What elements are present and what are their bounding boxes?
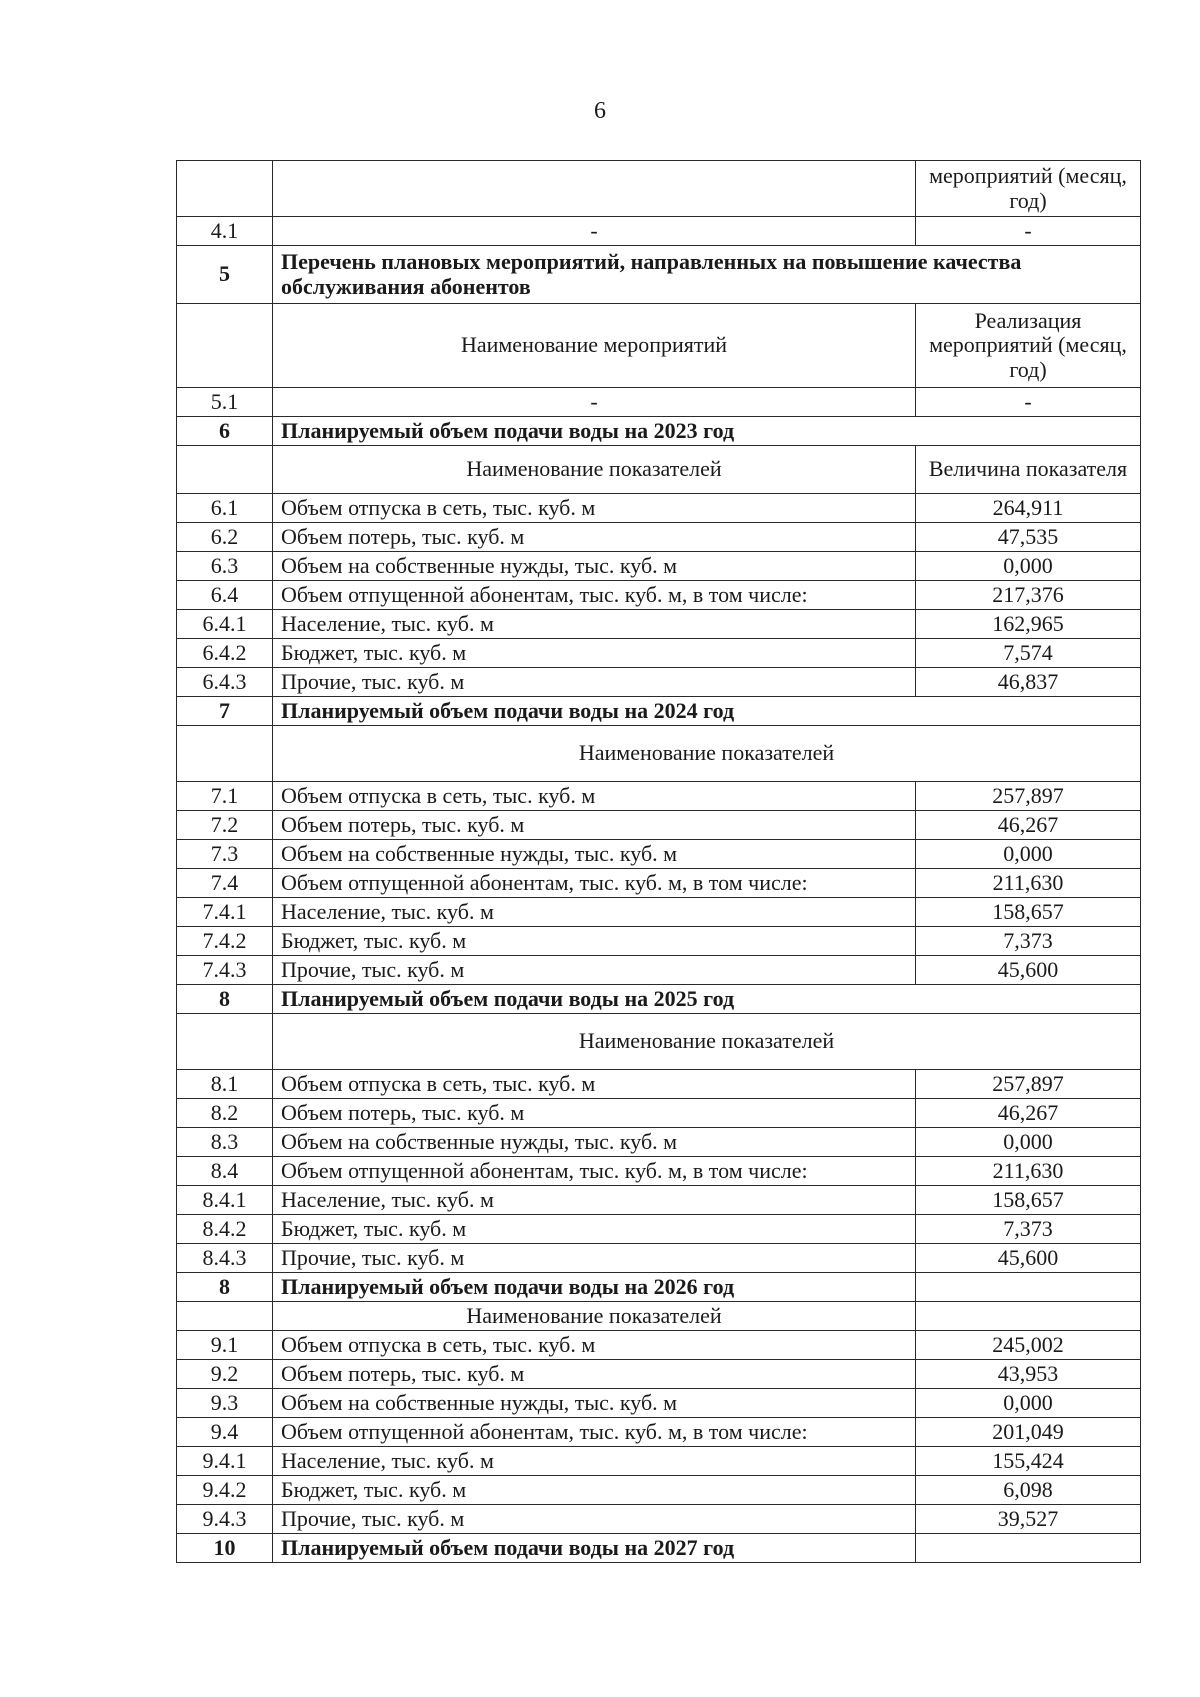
plan-table bbox=[176, 160, 1141, 1563]
row-name: Бюджет, тыс. куб. м bbox=[273, 1215, 916, 1244]
table-row bbox=[177, 610, 1141, 639]
row-name: Объем отпущенной абонентам, тыс. куб. м, в том числе: bbox=[273, 1418, 916, 1447]
row-number: 7.4.3 bbox=[177, 956, 273, 985]
row-number-cell bbox=[177, 726, 273, 782]
section-number: 5 bbox=[177, 246, 273, 304]
table-row bbox=[177, 1215, 1141, 1244]
row-name: Бюджет, тыс. куб. м bbox=[273, 639, 916, 668]
row-name: Бюджет, тыс. куб. м bbox=[273, 1476, 916, 1505]
table-row bbox=[177, 1331, 1141, 1360]
row-value: 264,911 bbox=[916, 494, 1141, 523]
row-name: - bbox=[273, 388, 916, 417]
section-number: 8 bbox=[177, 985, 273, 1014]
row-number: 6.4.1 bbox=[177, 610, 273, 639]
plan-table-body bbox=[177, 161, 1141, 417]
section-header-row bbox=[177, 1273, 1141, 1302]
table-row bbox=[177, 523, 1141, 552]
row-value: 257,897 bbox=[916, 1070, 1141, 1099]
subheader-row bbox=[177, 1014, 1141, 1070]
row-name: Объем на собственные нужды, тыс. куб. м bbox=[273, 552, 916, 581]
row-number: 8.4.3 bbox=[177, 1244, 273, 1273]
row-value: 45,600 bbox=[916, 1244, 1141, 1273]
row-name: - bbox=[273, 217, 916, 246]
row-number: 5.1 bbox=[177, 388, 273, 417]
row-name: Объем потерь, тыс. куб. м bbox=[273, 523, 916, 552]
row-value: - bbox=[916, 217, 1141, 246]
table-row bbox=[177, 388, 1141, 417]
row-number: 8.4.2 bbox=[177, 1215, 273, 1244]
row-number-cell bbox=[177, 1302, 273, 1331]
table-row bbox=[177, 1070, 1141, 1099]
row-number: 9.4.2 bbox=[177, 1476, 273, 1505]
row-number: 9.1 bbox=[177, 1331, 273, 1360]
subheader-name: Наименование мероприятий bbox=[273, 304, 916, 388]
row-number-cell bbox=[177, 161, 273, 217]
row-name: Объем потерь, тыс. куб. м bbox=[273, 1360, 916, 1389]
row-name: Население, тыс. куб. м bbox=[273, 610, 916, 639]
table-row bbox=[177, 161, 1141, 217]
section-header-row bbox=[177, 985, 1141, 1014]
subheader-name: Наименование показателей bbox=[273, 1014, 1141, 1070]
row-value: 201,049 bbox=[916, 1418, 1141, 1447]
row-number: 7.4.1 bbox=[177, 898, 273, 927]
table-row bbox=[177, 1186, 1141, 1215]
table-row bbox=[177, 927, 1141, 956]
row-value: 217,376 bbox=[916, 581, 1141, 610]
table-row bbox=[177, 1418, 1141, 1447]
section-title: Планируемый объем подачи воды на 2025 год bbox=[273, 985, 1141, 1014]
section-title: Планируемый объем подачи воды на 2024 год bbox=[273, 697, 1141, 726]
row-value: 46,267 bbox=[916, 811, 1141, 840]
row-name: Бюджет, тыс. куб. м bbox=[273, 927, 916, 956]
row-name: Объем на собственные нужды, тыс. куб. м bbox=[273, 1389, 916, 1418]
row-value: 257,897 bbox=[916, 782, 1141, 811]
subheader-row bbox=[177, 1302, 1141, 1331]
subheader-value: Реализация мероприятий (месяц, год) bbox=[916, 304, 1141, 388]
row-number: 8.1 bbox=[177, 1070, 273, 1099]
table-row bbox=[177, 639, 1141, 668]
section-header-row bbox=[177, 417, 1141, 446]
section-title: Планируемый объем подачи воды на 2026 год bbox=[273, 1273, 916, 1302]
row-number: 7.2 bbox=[177, 811, 273, 840]
row-value: 211,630 bbox=[916, 869, 1141, 898]
section-value bbox=[916, 1534, 1141, 1563]
row-value: 0,000 bbox=[916, 552, 1141, 581]
row-number: 9.3 bbox=[177, 1389, 273, 1418]
subheader-name: Наименование показателей bbox=[273, 446, 916, 494]
row-name-cell bbox=[273, 161, 916, 217]
section-header-row bbox=[177, 1534, 1141, 1563]
row-value: 0,000 bbox=[916, 1128, 1141, 1157]
section-number: 8 bbox=[177, 1273, 273, 1302]
row-value: 46,267 bbox=[916, 1099, 1141, 1128]
row-number: 6.2 bbox=[177, 523, 273, 552]
row-value: 211,630 bbox=[916, 1157, 1141, 1186]
subheader-row bbox=[177, 726, 1141, 782]
row-name: Объем отпуска в сеть, тыс. куб. м bbox=[273, 494, 916, 523]
table-row bbox=[177, 811, 1141, 840]
row-number: 6.4.2 bbox=[177, 639, 273, 668]
row-name: Объем потерь, тыс. куб. м bbox=[273, 1099, 916, 1128]
row-name: Прочие, тыс. куб. м bbox=[273, 668, 916, 697]
section-number: 6 bbox=[177, 417, 273, 446]
row-number: 8.4 bbox=[177, 1157, 273, 1186]
table-row bbox=[177, 581, 1141, 610]
table-row bbox=[177, 1128, 1141, 1157]
sections-body bbox=[177, 417, 1141, 1534]
row-name: Прочие, тыс. куб. м bbox=[273, 1505, 916, 1534]
row-name: Население, тыс. куб. м bbox=[273, 1447, 916, 1476]
row-value: - bbox=[916, 388, 1141, 417]
table-row bbox=[177, 1360, 1141, 1389]
row-number: 4.1 bbox=[177, 217, 273, 246]
row-value: 155,424 bbox=[916, 1447, 1141, 1476]
row-value: 162,965 bbox=[916, 610, 1141, 639]
table-row bbox=[177, 1389, 1141, 1418]
row-name: Население, тыс. куб. м bbox=[273, 1186, 916, 1215]
row-number: 6.4.3 bbox=[177, 668, 273, 697]
row-number: 9.4 bbox=[177, 1418, 273, 1447]
table-row bbox=[177, 1244, 1141, 1273]
value-header-tail: мероприятий (месяц, год) bbox=[916, 161, 1141, 217]
row-name: Население, тыс. куб. м bbox=[273, 898, 916, 927]
row-number: 6.3 bbox=[177, 552, 273, 581]
row-number: 9.4.3 bbox=[177, 1505, 273, 1534]
section-header-row bbox=[177, 246, 1141, 304]
row-number: 7.4 bbox=[177, 869, 273, 898]
row-value: 43,953 bbox=[916, 1360, 1141, 1389]
row-value: 0,000 bbox=[916, 840, 1141, 869]
row-number: 8.4.1 bbox=[177, 1186, 273, 1215]
row-value: 39,527 bbox=[916, 1505, 1141, 1534]
section-title: Планируемый объем подачи воды на 2027 год bbox=[273, 1534, 916, 1563]
row-value: 47,535 bbox=[916, 523, 1141, 552]
row-value: 45,600 bbox=[916, 956, 1141, 985]
subheader-row bbox=[177, 446, 1141, 494]
row-name: Объем отпущенной абонентам, тыс. куб. м, в том числе: bbox=[273, 581, 916, 610]
row-name: Объем отпущенной абонентам, тыс. куб. м, в том числе: bbox=[273, 869, 916, 898]
row-value: 7,574 bbox=[916, 639, 1141, 668]
section-title: Планируемый объем подачи воды на 2023 год bbox=[273, 417, 1141, 446]
row-name: Объем потерь, тыс. куб. м bbox=[273, 811, 916, 840]
row-name: Прочие, тыс. куб. м bbox=[273, 1244, 916, 1273]
row-number: 9.4.1 bbox=[177, 1447, 273, 1476]
table-row bbox=[177, 494, 1141, 523]
row-name: Объем отпуска в сеть, тыс. куб. м bbox=[273, 782, 916, 811]
section-title: Перечень плановых мероприятий, направленных на повышение качества обслуживания абонентов bbox=[273, 246, 1141, 304]
row-value: 158,657 bbox=[916, 898, 1141, 927]
row-name: Объем на собственные нужды, тыс. куб. м bbox=[273, 840, 916, 869]
row-name: Объем отпуска в сеть, тыс. куб. м bbox=[273, 1070, 916, 1099]
section-header-row bbox=[177, 697, 1141, 726]
row-number-cell bbox=[177, 1014, 273, 1070]
row-number: 7.1 bbox=[177, 782, 273, 811]
row-name: Прочие, тыс. куб. м bbox=[273, 956, 916, 985]
row-value: 6,098 bbox=[916, 1476, 1141, 1505]
subheader-name: Наименование показателей bbox=[273, 1302, 916, 1331]
row-number: 8.3 bbox=[177, 1128, 273, 1157]
table-row bbox=[177, 956, 1141, 985]
row-number-cell bbox=[177, 304, 273, 388]
table-row bbox=[177, 217, 1141, 246]
table-row bbox=[177, 1447, 1141, 1476]
row-number-cell bbox=[177, 446, 273, 494]
page-number: 6 bbox=[594, 98, 606, 124]
table-row bbox=[177, 898, 1141, 927]
row-number: 9.2 bbox=[177, 1360, 273, 1389]
row-number: 7.3 bbox=[177, 840, 273, 869]
section-value-cell bbox=[916, 1273, 1141, 1302]
table-row bbox=[177, 1476, 1141, 1505]
row-value: 0,000 bbox=[916, 1389, 1141, 1418]
table-row bbox=[177, 1505, 1141, 1534]
row-value: 7,373 bbox=[916, 927, 1141, 956]
subheader-value: Величина показателя bbox=[916, 446, 1141, 494]
table-row bbox=[177, 869, 1141, 898]
subheader-name: Наименование показателей bbox=[273, 726, 1141, 782]
subheader-value bbox=[916, 1302, 1141, 1331]
table-row bbox=[177, 1099, 1141, 1128]
row-value: 245,002 bbox=[916, 1331, 1141, 1360]
row-value: 46,837 bbox=[916, 668, 1141, 697]
row-name: Объем отпущенной абонентам, тыс. куб. м, в том числе: bbox=[273, 1157, 916, 1186]
section-number: 7 bbox=[177, 697, 273, 726]
row-value: 7,373 bbox=[916, 1215, 1141, 1244]
table-row bbox=[177, 782, 1141, 811]
subheader-row bbox=[177, 304, 1141, 388]
table-row bbox=[177, 668, 1141, 697]
table-row bbox=[177, 552, 1141, 581]
row-name: Объем отпуска в сеть, тыс. куб. м bbox=[273, 1331, 916, 1360]
row-number: 6.1 bbox=[177, 494, 273, 523]
table-row bbox=[177, 840, 1141, 869]
row-number: 8.2 bbox=[177, 1099, 273, 1128]
section-number: 10 bbox=[177, 1534, 273, 1563]
row-number: 7.4.2 bbox=[177, 927, 273, 956]
table-row bbox=[177, 1157, 1141, 1186]
row-value: 158,657 bbox=[916, 1186, 1141, 1215]
row-number: 6.4 bbox=[177, 581, 273, 610]
row-name: Объем на собственные нужды, тыс. куб. м bbox=[273, 1128, 916, 1157]
last-section-body bbox=[177, 1534, 1141, 1563]
